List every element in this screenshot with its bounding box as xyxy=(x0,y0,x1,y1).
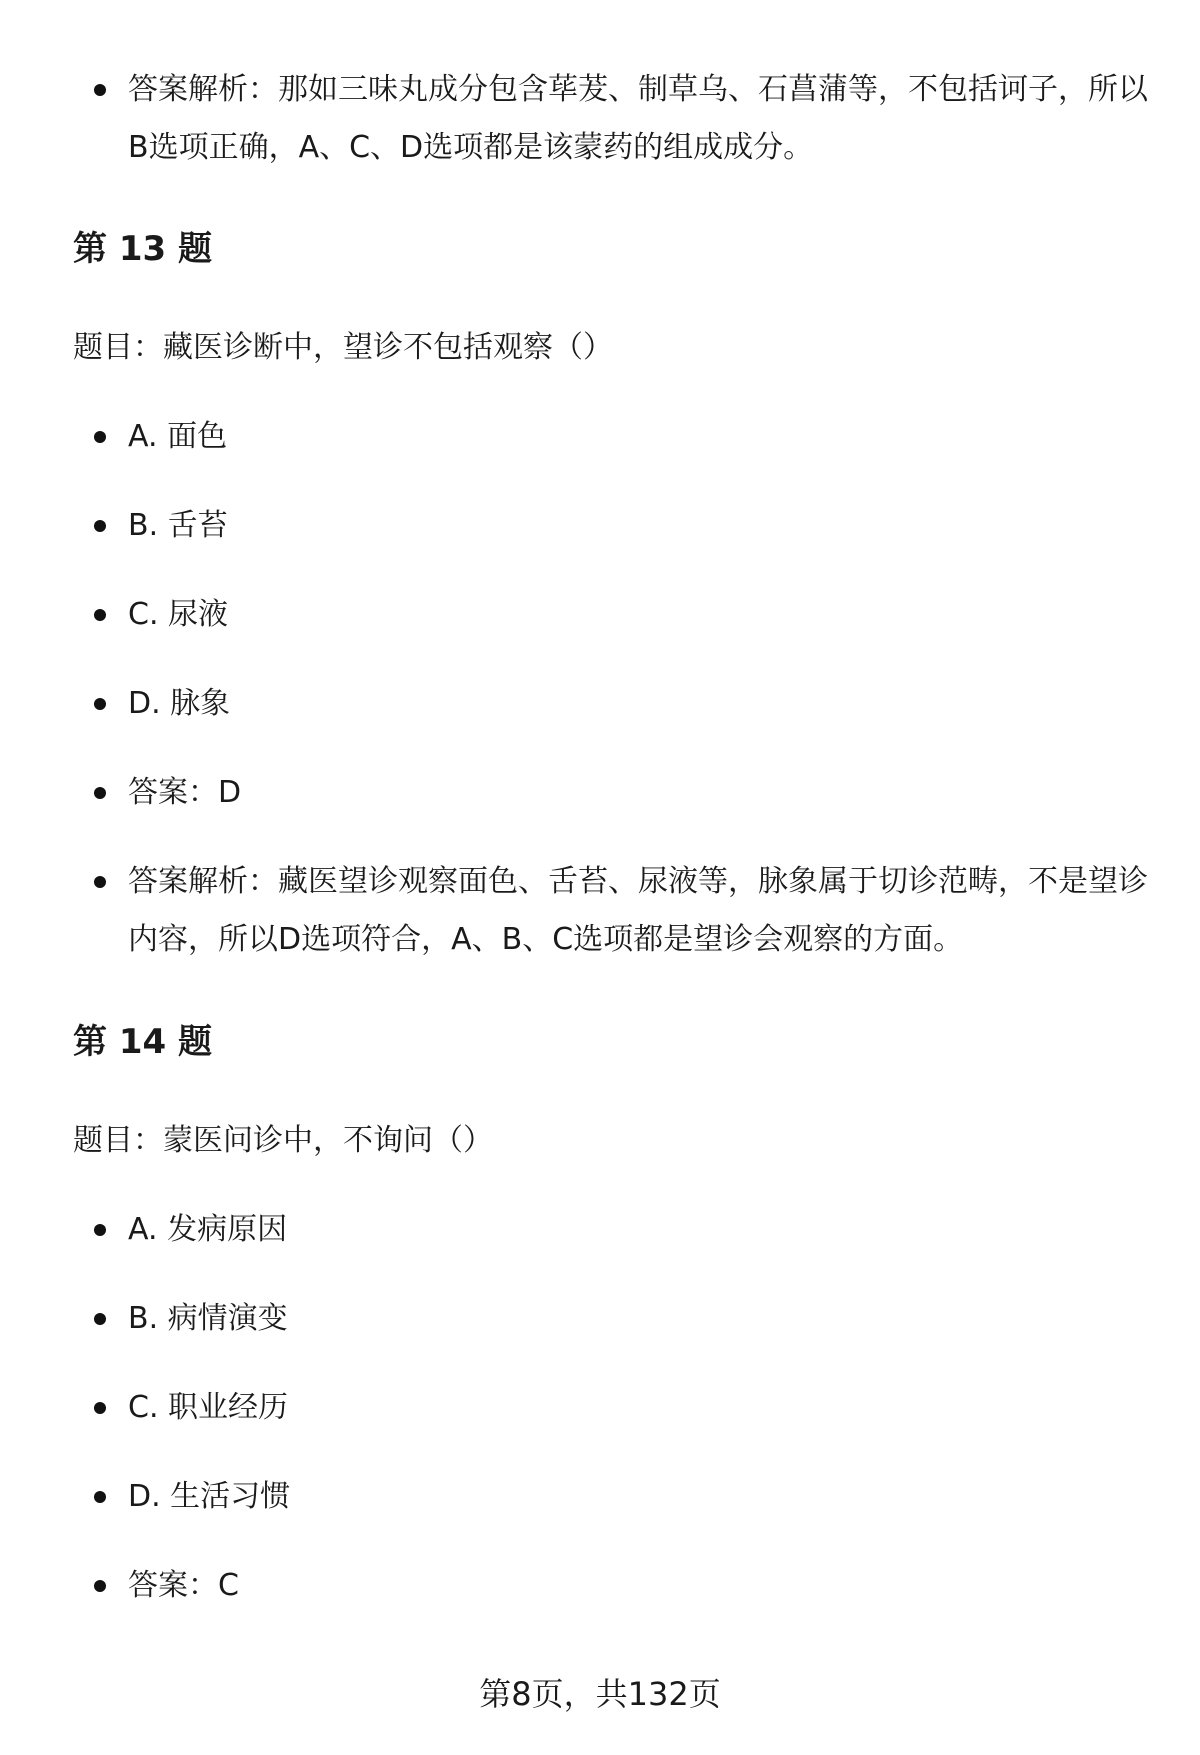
option-c-13: C. 尿液 xyxy=(128,597,229,632)
question-text-14: 题目：蒙医问诊中，不询问（） xyxy=(73,1123,493,1158)
option-c-14: C. 职业经历 xyxy=(128,1390,289,1425)
answer-14: 答案：C xyxy=(128,1568,239,1603)
bullet-icon xyxy=(94,1224,106,1236)
bullet-icon xyxy=(94,520,106,532)
bullet-icon xyxy=(94,1491,106,1503)
bullet-icon xyxy=(94,1580,106,1592)
bullet-icon xyxy=(94,609,106,621)
bullet-icon xyxy=(94,84,106,96)
option-d-13: D. 脉象 xyxy=(128,686,231,721)
answer-analysis-prev: 答案解析：那如三味丸成分包含荜茇、制草乌、石菖蒲等，不包括诃子，所以B选项正确，A、C、D选项都是该蒙药的组成成分。 xyxy=(128,72,1148,165)
answer-analysis-13: 答案解析：藏医望诊观察面色、舌苔、尿液等，脉象属于切诊范畴，不是望诊内容，所以D选项符合，A、B、C选项都是望诊会观察的方面。 xyxy=(128,864,1148,957)
option-d-14: D. 生活习惯 xyxy=(128,1479,291,1514)
bullet-icon xyxy=(94,431,106,443)
bullet-icon xyxy=(94,698,106,710)
question-text-13: 题目：藏医诊断中，望诊不包括观察（） xyxy=(73,330,613,365)
option-b-13: B. 舌苔 xyxy=(128,508,228,543)
option-a-13: A. 面色 xyxy=(128,419,228,454)
option-b-14: B. 病情演变 xyxy=(128,1301,288,1336)
bullet-icon xyxy=(94,787,106,799)
bullet-icon xyxy=(94,1402,106,1414)
option-a-14: A. 发病原因 xyxy=(128,1212,288,1247)
bullet-icon xyxy=(94,876,106,888)
page-number: 第8页，共132页 xyxy=(479,1675,721,1713)
bullet-icon xyxy=(94,1313,106,1325)
answer-13: 答案：D xyxy=(128,775,242,810)
question-heading-14: 第 14 题 xyxy=(73,1022,212,1062)
question-heading-13: 第 13 题 xyxy=(73,229,212,269)
